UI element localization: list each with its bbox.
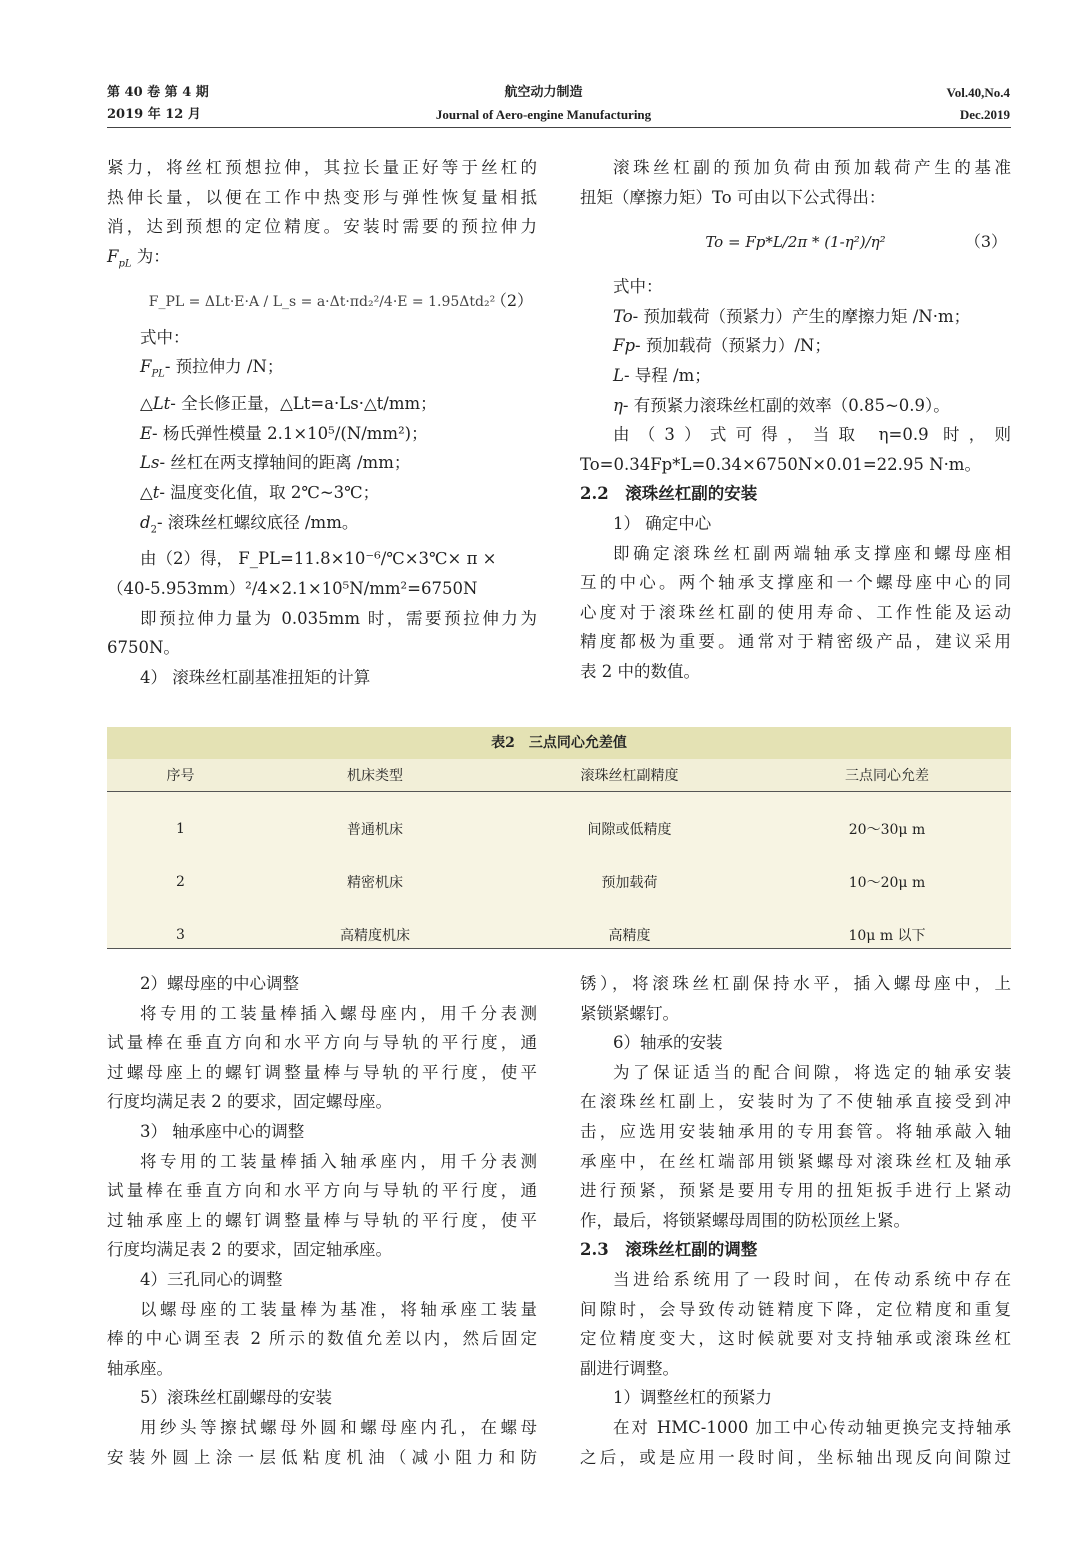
table-row <box>107 855 1011 908</box>
text-line: 之后，或是应用一段时间，坐标轴出现反向间隙过 <box>580 1447 1011 1467</box>
text-line: $F_{pL}$ 为： <box>107 246 170 270</box>
text-line: 锈），将滚珠丝杠副保持水平，插入螺母座中，上 <box>580 974 1011 993</box>
text-line: 滚珠丝杠副的预加负荷由预加载荷产生的基准 <box>613 158 1011 177</box>
cell: 预加载荷 <box>601 874 658 891</box>
text-line: 紧力，将丝杠预想拉伸，其拉长量正好等于丝杠的 <box>107 158 537 177</box>
section-heading: 2.3 滚珠丝杠副的调整 <box>580 1240 758 1260</box>
text-line: 安装外圆上涂一层低粘度机油（减小阻力和防 <box>107 1447 537 1467</box>
volume-issue-en: Vol.40,No.4 <box>946 85 1010 100</box>
subsection-heading: 6）轴承的安装 <box>613 1033 723 1053</box>
volume-issue: 第 40 卷 第 4 期 <box>107 85 209 100</box>
equation-3-text: To = Fp*L/2π * (1-η²)/η² <box>705 233 886 252</box>
header-tolerance: 三点同心允差 <box>763 759 1011 792</box>
subsection-heading: 3） 轴承座中心的调整 <box>140 1121 305 1141</box>
text-line: 表 2 中的数值。 <box>580 661 700 681</box>
text-line: 热伸长量，以便在工作中热变形与弹性恢复量相抵 <box>107 187 537 207</box>
text-line: 作，最后，将锁紧螺母周围的防松顶丝上紧。 <box>580 1210 910 1230</box>
text-line: 轴承座。 <box>107 1358 173 1378</box>
journal-title-cn: 航空动力制造 <box>504 85 583 100</box>
issue-date: 2019 年 12 月 <box>107 107 201 122</box>
table-bottom-rule <box>107 948 1011 949</box>
table-row <box>107 802 1011 855</box>
text-line: 过螺母座上的螺钉调整量棒与导轨的平行度，使平 <box>107 1062 537 1082</box>
issue-date-en: Dec.2019 <box>959 107 1010 122</box>
text-line: 为了保证适当的配合间隙，将选定的轴承安装 <box>613 1062 1011 1082</box>
subsection-heading: 1）调整丝杠的预紧力 <box>613 1388 772 1408</box>
text-line: 击，应选用安装轴承用的专用套管。将轴承敲入轴 <box>580 1121 1011 1141</box>
text-line: 消，达到预想的定位精度。安装时需要的预拉伸力 <box>107 217 537 237</box>
text-line: 当进给系统用了一段时间，在传动系统中存在 <box>613 1269 1011 1289</box>
definition-l: L- 导程 /m； <box>613 365 711 385</box>
definition-e: E- 杨氏弹性模量 2.1×10⁵/(N/mm²)； <box>140 423 428 443</box>
header-machine-type: 机床类型 <box>254 759 496 792</box>
subsection-heading: 5）滚珠丝杠副螺母的安装 <box>140 1388 332 1408</box>
definition-dt: △t- 温度变化值，取 2℃~3℃； <box>140 482 380 502</box>
header-index: 序号 <box>107 759 254 792</box>
table-header-row <box>107 759 1011 792</box>
text-line: 间隙时，会导致传动链精度下降，定位精度和重复 <box>580 1299 1011 1319</box>
cell: 10～20μ m <box>848 874 926 891</box>
where-label: 式中： <box>613 277 663 297</box>
text-line: 以螺母座的工装量棒为基准，将轴承座工装量 <box>140 1299 537 1319</box>
journal-title-block <box>0 82 1087 126</box>
header-rule <box>107 127 1011 128</box>
equation-3-number: （3） <box>964 232 1007 252</box>
definition-eta: η- 有预紧力滚珠丝杠副的效率（0.85~0.9）。 <box>613 395 950 415</box>
left-column-top <box>107 153 537 692</box>
cell: 20～30μ m <box>848 821 926 838</box>
cell: 高精度机床 <box>340 927 410 944</box>
definition-fp: Fp- 预加载荷（预紧力）/N； <box>613 336 831 356</box>
definition-dlt: △Lt- 全长修正量，△Lt=a·Ls·△t/mm； <box>140 394 437 414</box>
text-line: 即确定滚珠丝杠副两端轴承支撑座和螺母座相 <box>613 543 1011 563</box>
text-line: 互的中心。两个轴承支撑座和一个螺母座中心的同 <box>580 573 1011 593</box>
section-heading: 2.2 滚珠丝杠副的安装 <box>580 484 758 504</box>
text-line: 进行预紧，预紧是要用专用的扭矩扳手进行上紧动 <box>580 1181 1011 1201</box>
tolerance-table <box>107 759 1011 961</box>
right-column-top <box>580 153 1011 687</box>
header-precision: 滚珠丝杠副精度 <box>496 759 763 792</box>
table-title: 表2 三点同心允差值 <box>107 727 1011 759</box>
journal-title-en: Journal of Aero-engine Manufacturing <box>435 107 652 122</box>
result-line: 6750N。 <box>107 638 180 658</box>
where-label: 式中： <box>140 327 190 347</box>
equation-2 <box>107 279 537 323</box>
cell: 2 <box>176 873 185 890</box>
text-line: 在对 HMC-1000 加工中心传动轴更换完支持轴承 <box>613 1417 1011 1437</box>
left-column-bottom <box>107 969 537 1472</box>
definition-fpl: $F_{PL}-$ 预拉伸力 /N； <box>140 357 284 380</box>
text-line: 将专用的工装量棒插入轴承座内，用千分表测 <box>140 1151 537 1171</box>
text-line: 副进行调整。 <box>580 1358 679 1378</box>
text-line: 定位精度变大，这时候就要对支持轴承或滚珠丝杠 <box>580 1329 1011 1349</box>
cell: 10μ m 以下 <box>848 927 926 944</box>
text-line: 过轴承座上的螺钉调整量棒与导轨的平行度，使平 <box>107 1210 537 1230</box>
table-row <box>107 908 1011 961</box>
text-line: 试量棒在垂直方向和水平方向与导轨的平行度，通 <box>107 1033 537 1053</box>
subsection-heading: 2）螺母座的中心调整 <box>140 974 299 993</box>
text-line: 将专用的工装量棒插入螺母座内，用千分表测 <box>140 1003 537 1023</box>
cell: 间隙或低精度 <box>587 821 672 838</box>
calc-line: To=0.34Fp*L=0.34×6750N×0.01=22.95 N·m。 <box>580 454 981 474</box>
definition-ls: Ls- 丝杠在两支撑轴间的距离 /mm； <box>140 453 411 473</box>
text-line: 用纱头等擦拭螺母外圆和螺母座内孔，在螺母 <box>140 1417 537 1437</box>
cell: 高精度 <box>608 927 651 944</box>
text-line: 扭矩（摩擦力矩）To 可由以下公式得出： <box>580 187 886 207</box>
text-line: 试量棒在垂直方向和水平方向与导轨的平行度，通 <box>107 1181 537 1201</box>
text-line: 在滚珠丝杠副上，安装时为了不使轴承直接受到冲 <box>580 1092 1011 1112</box>
cell: 3 <box>176 926 185 943</box>
text-line: 紧锁紧螺钉。 <box>580 1003 679 1023</box>
text-line: 棒的中心调至表 2 所示的数值允差以内，然后固定 <box>107 1329 537 1349</box>
equation-2-text: F_PL = ΔLt·E·A / L_s = a·Δt·πd₂²/4·E = 1.95Δtd₂² <box>148 293 496 310</box>
cell: 精密机床 <box>347 874 403 891</box>
subsection-heading: 1） 确定中心 <box>613 513 712 533</box>
text-line: 承座中，在丝杠端部用锁紧螺母对滚珠丝杠及轴承 <box>580 1151 1011 1171</box>
equation-2-number: （2） <box>490 290 533 310</box>
definition-to: To- 预加载荷（预紧力）产生的摩擦力矩 /N·m； <box>613 306 971 326</box>
cell: 普通机床 <box>347 821 403 838</box>
calc-line: （40-5.953mm）²/4×2.1×10⁵N/mm²=6750N <box>107 579 478 599</box>
text-line: 行度均满足表 2 的要求，固定螺母座。 <box>107 1092 392 1112</box>
definition-d2: $d_2-$ 滚珠丝杠螺纹底径 /mm。 <box>140 512 359 535</box>
journal-volume-en <box>947 82 1010 126</box>
table-2 <box>107 727 1011 949</box>
equation-3 <box>580 212 1011 272</box>
calc-line: 由（2）得， F_PL=11.8×10⁻⁶/℃×3℃× π × <box>140 549 497 569</box>
cell: 1 <box>176 820 185 837</box>
result-line: 即预拉伸力量为 0.035mm 时，需要预拉伸力为 <box>140 608 537 628</box>
subsection-heading: 4）三孔同心的调整 <box>140 1269 283 1289</box>
text-line: 行度均满足表 2 的要求，固定轴承座。 <box>107 1240 392 1260</box>
calc-line: 由（3）式可得，当取 η=0.9 时，则 <box>613 425 1011 445</box>
text-line: 心度对于滚珠丝杠副的使用寿命、工作性能及运动 <box>580 602 1011 622</box>
right-column-bottom <box>580 969 1011 1472</box>
text-line: 精度都极为重要。通常对于精密级产品，建议采用 <box>580 632 1011 652</box>
subsection-heading: 4） 滚珠丝杠副基准扭矩的计算 <box>140 667 371 687</box>
